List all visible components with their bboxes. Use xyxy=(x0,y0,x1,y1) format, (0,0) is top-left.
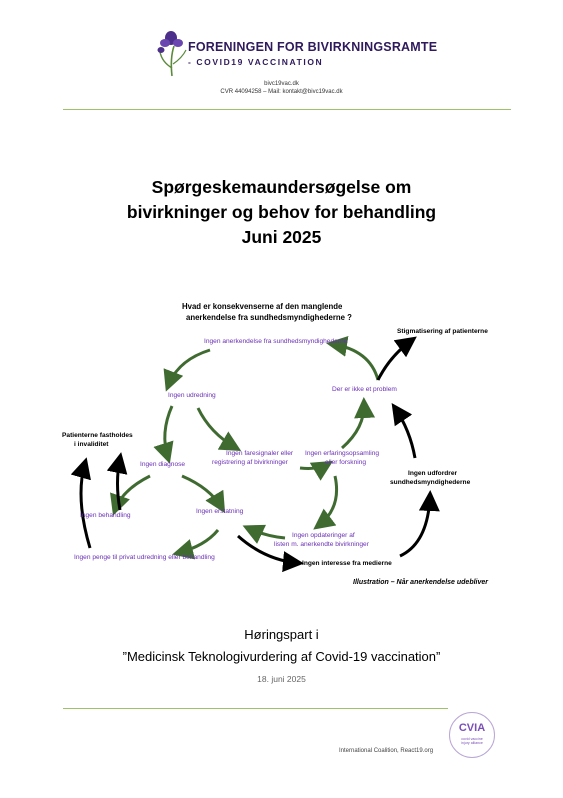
label-no-problem: Der er ikke et problem xyxy=(332,386,397,393)
label-no-experience-line2: eller forskning xyxy=(325,459,367,466)
label-no-money: Ingen penge til privat udredning eller behandling xyxy=(74,554,215,561)
arrow-guidelines-to-experience xyxy=(300,464,328,469)
label-challenger-line1: Ingen udfordrer xyxy=(408,470,458,477)
arrow-recognition-to-workup xyxy=(168,350,210,386)
website-text: bivc19vac.dk xyxy=(264,81,299,87)
cvr-contact-text: CVR 44094258 – Mail: kontakt@bivc19vac.dk xyxy=(220,89,343,95)
document-date: 18. juni 2025 xyxy=(257,674,306,684)
label-no-updates-line2: listen m. anerkendte bivirkninger xyxy=(274,541,369,548)
arrow-updates-to-compensation xyxy=(248,528,285,538)
document-title-line2: bivirkninger og behov for behandling xyxy=(126,202,437,222)
header-divider xyxy=(63,109,511,110)
arrow-experience-to-noproblem xyxy=(342,403,364,448)
arrow-diagnosis-to-compensation xyxy=(182,476,222,508)
label-no-recognition: Ingen anerkendelse fra sundhedsmyndighederne xyxy=(204,338,348,345)
arrow-compensation-to-money xyxy=(178,530,218,553)
label-no-guidelines-line2: registrering af bivirkninger xyxy=(212,459,288,466)
arrow-challenger-to-noproblem xyxy=(395,408,415,458)
footer-divider xyxy=(63,708,448,709)
label-no-treatment: Ingen behandling xyxy=(80,512,131,519)
label-no-compensation: Ingen erstatning xyxy=(196,508,244,515)
label-no-experience-line1: Ingen erfaringsopsamling xyxy=(305,450,380,457)
label-no-diagnosis: Ingen diagnose xyxy=(140,461,186,468)
label-fixed-line2: i invaliditet xyxy=(74,441,109,448)
org-name: FORENINGEN FOR BIVIRKNINGSRAMTE xyxy=(188,40,438,54)
label-no-workup: Ingen udredning xyxy=(168,392,216,399)
arrow-treatment-to-fixed xyxy=(118,458,121,510)
diagram-question-line1: Hvad er konsekvenserne af den manglende xyxy=(182,302,343,311)
arrow-workup-to-diagnosis xyxy=(165,406,172,458)
cvia-badge-subtitle xyxy=(449,737,495,745)
arrow-noproblem-to-stigma xyxy=(378,340,412,380)
label-fixed-line1: Patienterne fastholdes xyxy=(62,432,133,439)
hearing-line2: ”Medicinsk Teknologivurdering af Covid-19 vaccination” xyxy=(122,649,441,664)
footer-coalition-text: International Coalition, React19.org xyxy=(339,748,434,754)
label-no-updates-line1: Ingen opdateringer af xyxy=(292,532,355,539)
arrow-media-to-challenger xyxy=(400,496,430,556)
diagram-question-line2: anerkendelse fra sundhedsmyndighederne ? xyxy=(186,313,352,322)
label-stigma: Stigmatisering af patienterne xyxy=(397,328,488,335)
consequence-cycle-diagram xyxy=(60,298,530,598)
org-subtitle: - COVID19 VACCINATION xyxy=(188,57,324,67)
document-title-line3: Juni 2025 xyxy=(241,227,322,247)
cvia-badge-subtitle-line1: covid vaccine xyxy=(461,737,483,741)
arrow-experience-to-updates xyxy=(318,476,337,526)
label-no-media: Ingen interesse fra medierne xyxy=(302,560,392,567)
arrow-workup-to-guidelines xyxy=(198,408,236,448)
cvia-badge xyxy=(449,712,495,758)
cvia-badge-title: CVIA xyxy=(458,722,486,734)
label-challenger-line2: sundhedsmyndighederne xyxy=(390,479,471,486)
label-no-guidelines-line1: Ingen faresignaler eller xyxy=(226,450,294,457)
cvia-badge-subtitle-line2: injury alliance xyxy=(461,741,483,746)
diagram-caption: Illustration – Når anerkendelse udebliver xyxy=(353,579,488,586)
hearing-line1: Høringspart i xyxy=(244,627,319,642)
document-title-line1: Spørgeskemaundersøgelse om xyxy=(151,177,412,197)
arrow-money-to-fixed xyxy=(81,463,90,548)
arrow-noproblem-to-recognition xyxy=(332,344,378,380)
iris-flower-icon xyxy=(152,28,192,78)
